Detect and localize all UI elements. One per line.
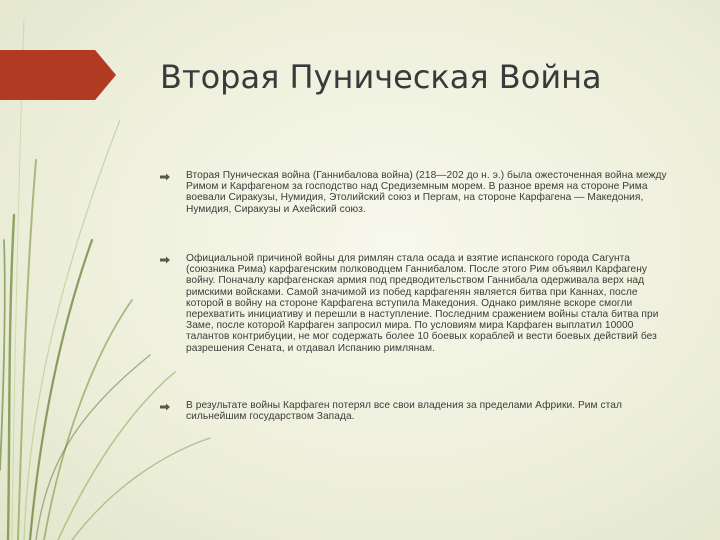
title-accent-bar bbox=[0, 50, 116, 100]
grass-blade bbox=[30, 240, 92, 540]
grass-blade bbox=[44, 300, 132, 540]
pencil-arrow-icon bbox=[160, 256, 170, 264]
grass-blade bbox=[72, 438, 210, 540]
pencil-arrow-icon bbox=[160, 403, 170, 411]
grass-blade bbox=[24, 120, 120, 540]
slide-title: Вторая Пуническая Война bbox=[160, 58, 602, 96]
grass-blade bbox=[58, 372, 175, 540]
bullet-text: В результате войны Карфаген потерял все свои владения за пределами Африки. Рим стал сильнейшим государством Запада. bbox=[186, 400, 622, 423]
pencil-arrow-icon bbox=[160, 173, 170, 181]
bullet-text: Вторая Пуническая война (Ганнибалова война) (218—202 до н. э.) была ожесточенная война между Римом и Карфагеном за господство над Средиземным морем. В разное время на стороне Рима воевали Сиракузы, Нумидия, Этолийский союз и Пергам, на стороне Карфагена — Македония, Нумидия, Сиракузы и Ахейский союз. bbox=[186, 170, 667, 215]
grass-blade bbox=[0, 240, 5, 470]
grass-blade bbox=[18, 160, 36, 540]
bullet-text: Официальной причиной войны для римлян стала осада и взятие испанского города Сагунта (союзника Рима) карфагенским полководцем Ганнибалом. После этого Рим объявил Карфагену войну. Поначалу карфагенская армия под предводительством Ганнибала одерживала верх над римскими войсками. Самой значимой из побед карфагенян является битва при Каннах, после которой в войну на стороне Карфагена вступила Македония. Однако римляне вскоре смогли перехватить инициативу и перешли в наступление. Последним сражением войны стала битва при Заме, после которой Карфаген запросил мира. По условиям мира Карфаген выплатил 10000 талантов контрибуции, не мог содержать более 10 боевых кораблей и вести боевых действий без разрешения Сената, и отдавал Испанию римлянам. bbox=[186, 253, 659, 354]
